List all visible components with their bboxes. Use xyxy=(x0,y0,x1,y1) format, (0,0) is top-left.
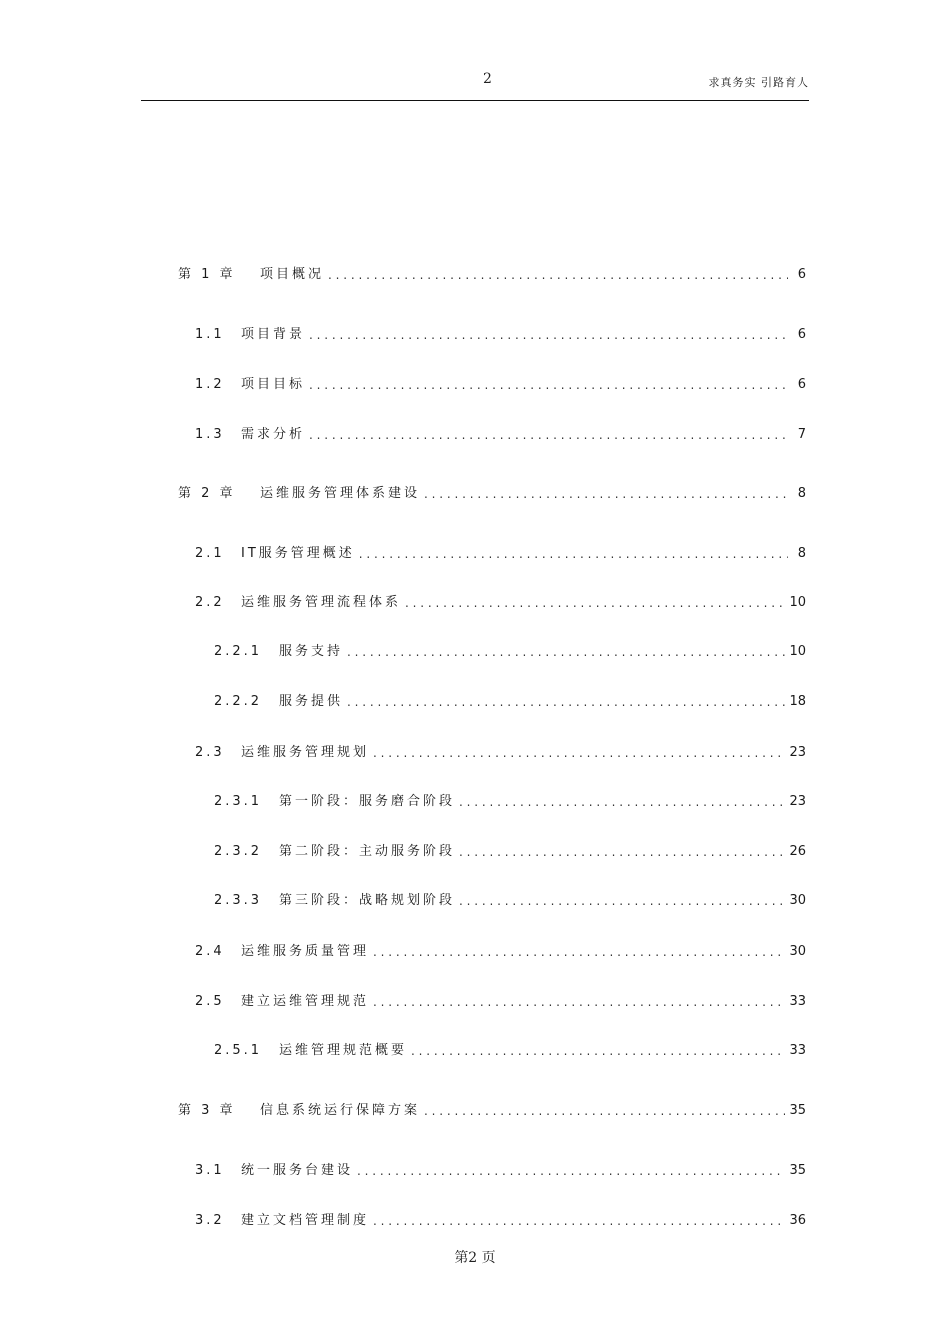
toc-entry[interactable] xyxy=(214,789,806,809)
toc-page: 10 xyxy=(789,644,806,659)
toc-number: 2.3.2 xyxy=(214,844,263,859)
toc-number: 2.4 xyxy=(195,944,225,959)
toc-leader xyxy=(309,428,788,442)
toc-leader xyxy=(347,695,785,709)
toc-page: 6 xyxy=(797,327,806,342)
toc-page: 26 xyxy=(789,844,806,859)
toc-page: 35 xyxy=(789,1163,806,1178)
toc-number: 2.5.1 xyxy=(214,1043,263,1058)
toc-number: 1.1 xyxy=(195,327,225,342)
toc-entry[interactable] xyxy=(214,888,806,908)
toc-page: 33 xyxy=(789,1043,806,1058)
toc-entry[interactable] xyxy=(195,1208,806,1228)
toc-entry[interactable] xyxy=(195,939,806,959)
toc-page: 18 xyxy=(789,694,806,709)
toc-leader xyxy=(357,1164,785,1178)
toc-leader xyxy=(309,378,788,392)
toc-leader xyxy=(359,547,788,561)
toc-page: 10 xyxy=(789,595,806,610)
toc-page: 30 xyxy=(789,944,806,959)
toc-title: IT服务管理概述 xyxy=(241,546,355,561)
toc-title: 统一服务台建设 xyxy=(241,1163,354,1178)
page-footer xyxy=(0,1247,950,1267)
toc-leader xyxy=(309,328,788,342)
toc-page: 35 xyxy=(789,1103,806,1118)
toc-entry[interactable] xyxy=(214,639,806,659)
toc-leader xyxy=(373,1214,785,1228)
toc-page: 23 xyxy=(789,794,806,809)
toc-entry[interactable] xyxy=(178,262,806,282)
toc-title: 项目目标 xyxy=(241,377,306,392)
toc-number: 1.2 xyxy=(195,377,225,392)
toc-leader xyxy=(424,1104,785,1118)
toc-number: 第 2 章 xyxy=(178,486,236,501)
header-motto: 求真务实 引路育人 xyxy=(708,76,809,89)
toc-title: 信息系统运行保障方案 xyxy=(260,1103,421,1118)
toc-leader xyxy=(373,995,785,1009)
toc-leader xyxy=(411,1044,785,1058)
header-page-number: 2 xyxy=(483,71,492,87)
toc-entry[interactable] xyxy=(195,740,806,760)
toc-title: 第一阶段：服务磨合阶段 xyxy=(279,794,456,809)
toc-number: 2.1 xyxy=(195,546,225,561)
toc-entry[interactable] xyxy=(195,372,806,392)
toc-entry[interactable] xyxy=(195,422,806,442)
toc-entry[interactable] xyxy=(195,989,806,1009)
toc-entry[interactable] xyxy=(214,839,806,859)
toc-title: 运维管理规范概要 xyxy=(279,1043,408,1058)
toc-page: 8 xyxy=(797,486,806,501)
toc-title: 第三阶段：战略规划阶段 xyxy=(279,893,456,908)
toc-number: 3.1 xyxy=(195,1163,225,1178)
toc-title: 第二阶段：主动服务阶段 xyxy=(279,844,456,859)
toc-page: 8 xyxy=(797,546,806,561)
toc-entry[interactable] xyxy=(178,481,806,501)
toc-number: 2.5 xyxy=(195,994,225,1009)
toc-entry[interactable] xyxy=(195,322,806,342)
toc-leader xyxy=(459,845,785,859)
toc-page: 36 xyxy=(789,1213,806,1228)
toc-number: 2.3.3 xyxy=(214,893,263,908)
toc-number: 1.3 xyxy=(195,427,225,442)
toc-entry[interactable] xyxy=(214,1038,806,1058)
toc-number: 2.3.1 xyxy=(214,794,263,809)
toc-number: 第 1 章 xyxy=(178,267,236,282)
toc-title: 服务提供 xyxy=(279,694,344,709)
toc-number: 2.2 xyxy=(195,595,225,610)
toc-title: 建立运维管理规范 xyxy=(241,994,370,1009)
toc-entry[interactable] xyxy=(178,1098,806,1118)
toc-page: 7 xyxy=(797,427,806,442)
toc-leader xyxy=(328,268,788,282)
toc-title: 项目背景 xyxy=(241,327,306,342)
toc-title: 项目概况 xyxy=(260,267,325,282)
toc-title: 需求分析 xyxy=(241,427,306,442)
toc-leader xyxy=(459,795,785,809)
toc-entry[interactable] xyxy=(195,590,806,610)
toc-leader xyxy=(347,645,785,659)
toc-entry[interactable] xyxy=(195,1158,806,1178)
toc-title: 运维服务质量管理 xyxy=(241,944,370,959)
footer-page-label: 第2 页 xyxy=(454,1250,496,1266)
toc-title: 运维服务管理体系建设 xyxy=(260,486,421,501)
toc-leader xyxy=(373,945,785,959)
toc-entry[interactable] xyxy=(195,541,806,561)
toc-page: 23 xyxy=(789,745,806,760)
toc-page: 33 xyxy=(789,994,806,1009)
toc-number: 3.2 xyxy=(195,1213,225,1228)
toc-page: 6 xyxy=(797,377,806,392)
toc-page: 30 xyxy=(789,893,806,908)
toc-page: 6 xyxy=(797,267,806,282)
toc-title: 运维服务管理规划 xyxy=(241,745,370,760)
toc-leader xyxy=(405,596,785,610)
toc-number: 2.2.2 xyxy=(214,694,263,709)
toc-leader xyxy=(373,746,785,760)
toc-number: 第 3 章 xyxy=(178,1103,236,1118)
toc-entry[interactable] xyxy=(214,689,806,709)
toc-title: 服务支持 xyxy=(279,644,344,659)
toc-leader xyxy=(459,894,785,908)
toc-number: 2.2.1 xyxy=(214,644,263,659)
toc-leader xyxy=(424,487,788,501)
toc-title: 建立文档管理制度 xyxy=(241,1213,370,1228)
toc-number: 2.3 xyxy=(195,745,225,760)
toc-title: 运维服务管理流程体系 xyxy=(241,595,402,610)
